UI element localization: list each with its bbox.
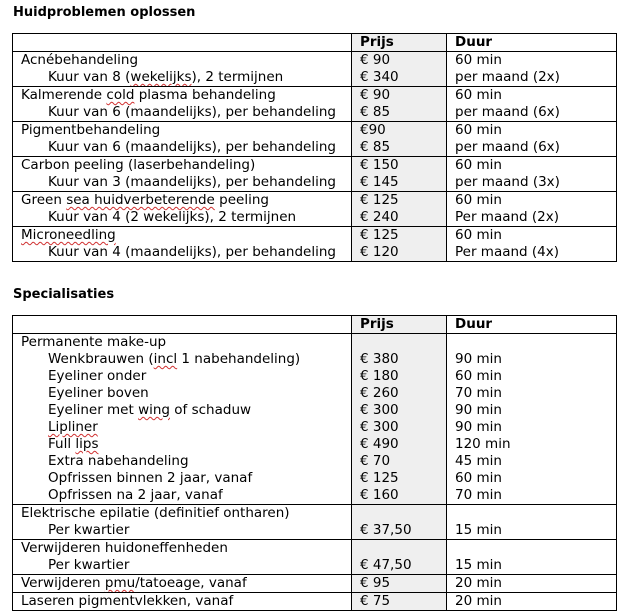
- table-row: [13, 52, 617, 87]
- course-duration: per maand (6x): [455, 104, 560, 120]
- treatment-duration: 90 min: [455, 402, 502, 418]
- empty-line: [455, 540, 616, 557]
- table-header-row: [13, 34, 617, 52]
- treatment-name: Eyeliner met wing of schaduw: [48, 402, 252, 418]
- treatment-price: € 75: [360, 593, 391, 609]
- treatment-duration: 70 min: [455, 385, 502, 401]
- treatment-price: € 160: [360, 487, 399, 503]
- treatment-duration: 60 min: [455, 157, 502, 173]
- treatment-name: Eyeliner onder: [48, 368, 147, 384]
- treatment-price: € 125: [360, 227, 399, 243]
- header-empty-cell: [13, 316, 352, 334]
- table-row: [13, 192, 617, 227]
- treatment-name: Green sea huidverbeterende peeling: [21, 192, 269, 208]
- treatment-name: Full lips: [48, 436, 99, 452]
- treatment-duration: 60 min: [455, 368, 502, 384]
- treatment-course: Kuur van 8 (wekelijks), 2 termijnen: [48, 69, 284, 85]
- treatment-price: € 125: [360, 192, 399, 208]
- course-duration: per maand (3x): [455, 174, 560, 190]
- treatment-price: € 490: [360, 436, 399, 452]
- treatment-name: Eyeliner boven: [48, 385, 149, 401]
- spellcheck-word: wekelijks: [130, 69, 192, 85]
- spellcheck-word: pmu: [104, 575, 136, 591]
- spellcheck-word: lips: [75, 436, 99, 452]
- treatment-duration: 70 min: [455, 487, 502, 503]
- treatment-name: Per kwartier: [48, 557, 130, 573]
- treatment-price: € 90: [360, 52, 391, 68]
- empty-line: [360, 505, 446, 522]
- category-name: Verwijderen huidoneffenheden: [21, 540, 228, 556]
- spellcheck-word: Microneedling: [21, 227, 116, 243]
- treatment-name: Laseren pigmentvlekken, vanaf: [21, 593, 234, 609]
- section-title-specialisaties: Specialisaties: [13, 287, 115, 302]
- price-table-specialisaties: [12, 315, 617, 611]
- treatment-name: Pigmentbehandeling: [21, 122, 161, 138]
- course-duration: Per maand (4x): [455, 244, 560, 260]
- header-price: Prijs: [352, 34, 447, 52]
- table-row-huidoneffenheden: [13, 540, 617, 575]
- treatment-duration: 60 min: [455, 87, 502, 103]
- course-price: € 240: [360, 209, 399, 225]
- spellcheck-word: Lipliner: [48, 419, 98, 435]
- treatment-price: € 180: [360, 368, 399, 384]
- table-header-row: [13, 316, 617, 334]
- treatment-name: Opfrissen binnen 2 jaar, vanaf: [48, 470, 253, 486]
- treatment-name: [21, 227, 351, 244]
- treatment-name: Kalmerende cold plasma behandeling: [21, 87, 276, 103]
- treatment-name: Extra nabehandeling: [48, 453, 189, 469]
- treatment-name: Carbon peeling (laserbehandeling): [21, 157, 256, 173]
- treatment-price: € 150: [360, 157, 399, 173]
- table-row-pmu: [13, 334, 617, 505]
- treatment-name: [21, 419, 351, 436]
- empty-line: [360, 540, 446, 557]
- empty-line: [455, 334, 616, 351]
- course-price: € 340: [360, 69, 399, 85]
- treatment-duration: 60 min: [455, 470, 502, 486]
- treatment-course: Kuur van 6 (maandelijks), per behandeling: [48, 104, 336, 120]
- course-duration: per maand (2x): [455, 69, 560, 85]
- treatment-duration: 15 min: [455, 557, 502, 573]
- course-duration: per maand (6x): [455, 139, 560, 155]
- treatment-price: € 380: [360, 351, 399, 367]
- header-duration: Duur: [447, 316, 617, 334]
- treatment-course: Kuur van 4 (2 wekelijks), 2 termijnen: [48, 209, 297, 225]
- spellcheck-word: sea huidverbeterende: [66, 192, 215, 208]
- treatment-duration: 90 min: [455, 351, 502, 367]
- treatment-duration: 60 min: [455, 192, 502, 208]
- spellcheck-word: incl: [153, 351, 178, 367]
- treatment-duration: 15 min: [455, 522, 502, 538]
- header-empty-cell: [13, 34, 352, 52]
- table-row: [13, 157, 617, 192]
- treatment-name: Acnébehandeling: [21, 52, 139, 68]
- treatment-price: € 70: [360, 453, 391, 469]
- treatment-price: € 260: [360, 385, 399, 401]
- course-price: € 120: [360, 244, 399, 260]
- treatment-duration: 60 min: [455, 122, 502, 138]
- treatment-price: € 37,50: [360, 522, 412, 538]
- section-title-huidproblemen: Huidproblemen oplossen: [13, 5, 196, 20]
- course-duration: Per maand (2x): [455, 209, 560, 225]
- treatment-price: € 95: [360, 575, 391, 591]
- header-duration: Duur: [447, 34, 617, 52]
- treatment-course: Kuur van 4 (maandelijks), per behandeling: [48, 244, 336, 260]
- table-row: [13, 122, 617, 157]
- empty-line: [360, 334, 446, 351]
- treatment-duration: 20 min: [455, 593, 502, 609]
- table-row-pigmentvlekken: [13, 593, 617, 611]
- table-row-tatoeage: [13, 575, 617, 593]
- course-price: € 145: [360, 174, 399, 190]
- spellcheck-word: wing: [138, 402, 170, 418]
- treatment-price: € 90: [360, 87, 391, 103]
- table-row: [13, 87, 617, 122]
- treatment-name: Opfrissen na 2 jaar, vanaf: [48, 487, 223, 503]
- table-row: [13, 227, 617, 262]
- treatment-duration: 45 min: [455, 453, 502, 469]
- treatment-price: €90: [360, 122, 386, 138]
- spellcheck-word: cold: [106, 87, 135, 103]
- course-price: € 85: [360, 104, 391, 120]
- price-table-huidproblemen: [12, 33, 617, 262]
- treatment-duration: 60 min: [455, 52, 502, 68]
- table-row-epilatie: [13, 505, 617, 540]
- treatment-price: € 47,50: [360, 557, 412, 573]
- treatment-name: Wenkbrauwen (incl 1 nabehandeling): [48, 351, 301, 367]
- treatment-duration: 20 min: [455, 575, 502, 591]
- treatment-course: Kuur van 6 (maandelijks), per behandeling: [48, 139, 336, 155]
- treatment-price: € 125: [360, 470, 399, 486]
- empty-line: [455, 505, 616, 522]
- treatment-price: € 300: [360, 419, 399, 435]
- category-name: Elektrische epilatie (definitief ontharen): [21, 505, 290, 521]
- treatment-name: Verwijderen pmu/tatoeage, vanaf: [21, 575, 247, 591]
- treatment-duration: 90 min: [455, 419, 502, 435]
- header-price: Prijs: [352, 316, 447, 334]
- treatment-duration: 120 min: [455, 436, 511, 452]
- treatment-name: Per kwartier: [48, 522, 130, 538]
- treatment-duration: 60 min: [455, 227, 502, 243]
- category-name: Permanente make-up: [21, 334, 167, 350]
- course-price: € 85: [360, 139, 391, 155]
- treatment-course: Kuur van 3 (maandelijks), per behandeling: [48, 174, 336, 190]
- treatment-price: € 300: [360, 402, 399, 418]
